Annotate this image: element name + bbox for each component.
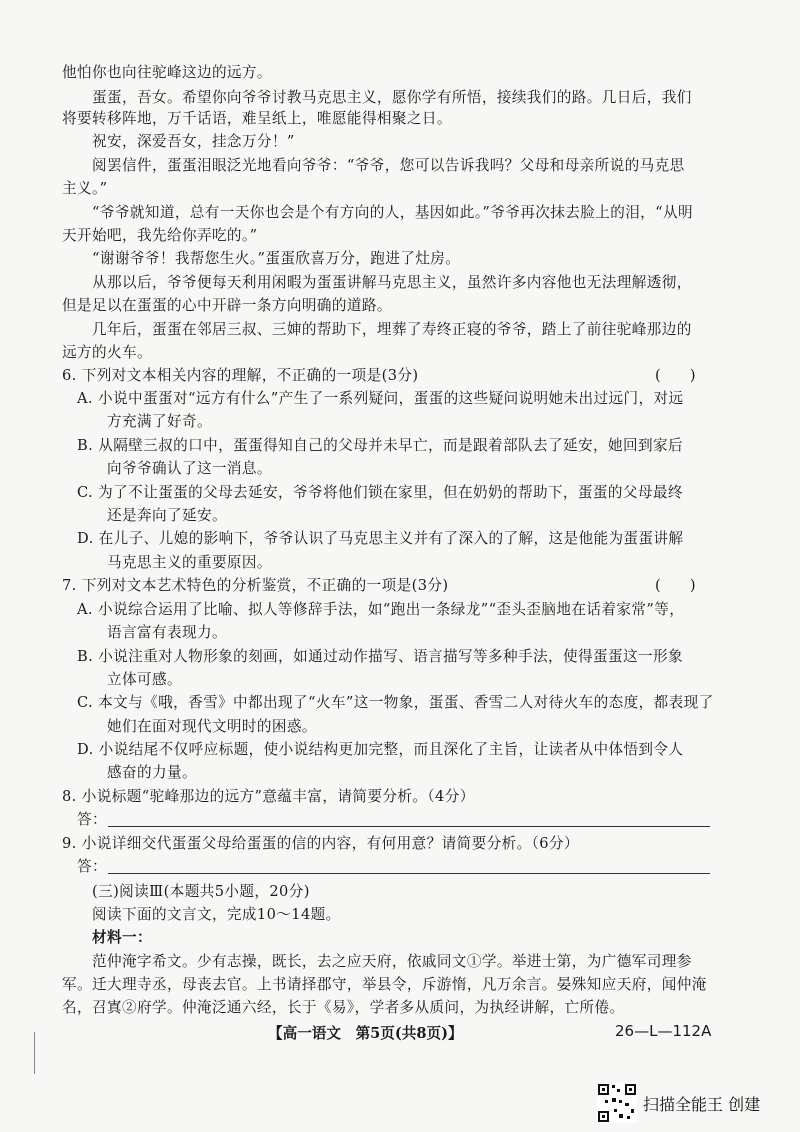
qr-code-icon: [597, 1083, 637, 1123]
answer-label: 答：: [62, 858, 107, 875]
option-b-cont: 向爷爷确认了这一消息。: [62, 460, 272, 477]
page-footer-label: 【高一语文 第5页(共8页)】: [268, 1025, 463, 1042]
exam-code: 26—L—112A: [615, 1022, 712, 1040]
option-c: C. 本文与《哦，香雪》中都出现了“火车”这一物象，蛋蛋、香雪二人对待火车的态度，都表现了: [62, 694, 714, 711]
question-7-stem: 7. 下列对文本艺术特色的分析鉴赏，不正确的一项是(3分): [62, 577, 449, 594]
option-a: A. 小说综合运用了比喻、拟人等修辞手法，如“跑出一条绿龙”“歪头歪脑地在话着家常”等，: [62, 601, 685, 618]
option-d: D. 在儿子、儿媳的影响下，爷爷认识了马克思主义并有了深入的了解，这是他能为蛋蛋讲解: [62, 530, 684, 547]
passage-line: 祝安，深爱吾女，挂念万分！”: [62, 133, 295, 150]
passage-line: “谢谢爷爷！我帮您生火。”蛋蛋欣喜万分，跑进了灶房。: [62, 250, 461, 267]
option-d-cont: 感奋的力量。: [62, 764, 197, 781]
passage-line: 天开始吧，我先给你弄吃的。”: [62, 227, 258, 244]
question-6-stem: 6. 下列对文本相关内容的理解，不正确的一项是(3分): [62, 367, 419, 384]
answer-line[interactable]: [108, 873, 710, 874]
passage-line: 他怕你也向往驼峰这边的远方。: [62, 64, 272, 81]
section-title: (三)阅读Ⅲ(本题共5小题，20分): [62, 883, 310, 900]
passage-line: 几年后，蛋蛋在邻居三叔、三婶的帮助下，埋葬了寿终正寝的爷爷，踏上了前往驼峰那边的: [62, 321, 692, 338]
passage-line: 阅罢信件，蛋蛋泪眼泛光地看向爷爷：“爷爷，您可以告诉我吗？父母和母亲所说的马克思: [62, 157, 685, 174]
option-b-cont: 立体可感。: [62, 671, 182, 688]
question-9-stem: 9. 小说详细交代蛋蛋父母给蛋蛋的信的内容，有何用意？请简要分析。（6分）: [62, 835, 579, 852]
option-b: B. 小说注重对人物形象的刻画，如通过动作描写、语言描写等多种手法，使得蛋蛋这一形象: [62, 648, 683, 665]
passage-line: 蛋蛋，吾女。希望你向爷爷讨教马克思主义，愿你学有所悟，接续我们的路。几日后，我们: [62, 89, 692, 106]
passage-line: 主义。”: [62, 180, 108, 197]
passage-line: 将要转移阵地，万千话语，难呈纸上，唯愿能得相聚之日。: [62, 110, 452, 127]
section-instruction: 阅读下面的文言文，完成10～14题。: [62, 906, 341, 923]
option-d-cont: 马克思主义的重要原因。: [62, 554, 272, 571]
passage-line: 但是足以在蛋蛋的心中开辟一条方向明确的道路。: [62, 297, 392, 314]
option-a: A. 小说中蛋蛋对“远方有什么”产生了一系列疑问，蛋蛋的这些疑问说明她未出过远门，对远: [62, 390, 684, 407]
passage-line: 从那以后，爷爷便每天利用闲暇为蛋蛋讲解马克思主义，虽然许多内容他也无法理解透彻，: [62, 274, 692, 291]
option-a-cont: 语言富有表现力。: [62, 624, 227, 641]
watermark-brand: 扫描全能王 创建: [643, 1095, 761, 1114]
answer-bracket[interactable]: ( ): [655, 367, 696, 384]
answer-label: 答：: [62, 811, 107, 828]
option-c-cont: 她们在面对现代文明时的困惑。: [62, 718, 317, 735]
classical-text-line: 名，召寘②府学。仲淹泛通六经，长于《易》，学者多从质问，为执经讲解，亡所倦。: [62, 999, 625, 1016]
option-c-cont: 还是奔向了延安。: [62, 507, 227, 524]
classical-text-line: 军。迁大理寺丞，母丧去官。上书请择郡守，举县令，斥游惰，凡万余言。晏殊知应天府，闻仲淹: [62, 976, 707, 993]
answer-bracket[interactable]: ( ): [655, 577, 696, 594]
option-c: C. 为了不让蛋蛋的父母去延安，爷爷将他们锁在家里，但在奶奶的帮助下，蛋蛋的父母最终: [62, 484, 683, 501]
passage-line: 远方的火车。: [62, 344, 152, 361]
option-d: D. 小说结尾不仅呼应标题，使小说结构更加完整，而且深化了主旨，让读者从中体悟到令人: [62, 741, 684, 758]
option-a-cont: 方充满了好奇。: [62, 413, 212, 430]
passage-line: “爷爷就知道，总有一天你也会是个有方向的人，基因如此。”爷爷再次抹去脸上的泪，“从明: [62, 204, 694, 221]
classical-text-line: 范仲淹字希文。少有志操，既长，去之应天府，依戚同文①学。举进士第，为广德军司理参: [62, 953, 692, 970]
option-b: B. 从隔壁三叔的口中，蛋蛋得知自己的父母并未早亡，而是跟着部队去了延安，她回到家后: [62, 437, 683, 454]
question-8-stem: 8. 小说标题“驼峰那边的远方”意蕴丰富，请简要分析。（4分）: [62, 788, 475, 805]
material-label: 材料一：: [62, 929, 152, 946]
answer-line[interactable]: [108, 826, 710, 827]
margin-mark: [34, 1032, 35, 1074]
